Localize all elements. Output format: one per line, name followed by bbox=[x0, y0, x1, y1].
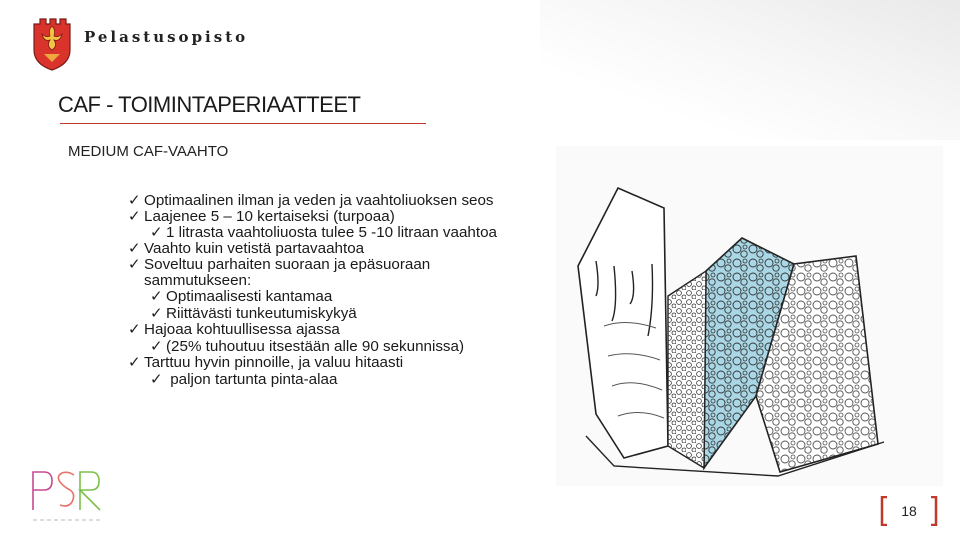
sub-bullet-item bbox=[150, 225, 540, 241]
red-shield-crest-icon bbox=[30, 16, 74, 72]
sub-bullet-item bbox=[150, 306, 540, 322]
check-icon: ✓ bbox=[150, 224, 163, 241]
slide-subtitle: MEDIUM CAF-VAAHTO bbox=[68, 143, 229, 160]
header-logo bbox=[30, 16, 270, 74]
bullet-text: Hajoaa kohtuullisessa ajassa bbox=[144, 321, 340, 338]
corner-shade bbox=[540, 0, 960, 140]
page-number bbox=[878, 496, 940, 526]
bullet-item bbox=[128, 257, 540, 288]
bullet-text: Riittävästi tunkeutumiskykyä bbox=[166, 304, 357, 322]
bullet-text: Vaahto kuin vetistä partavaahtoa bbox=[144, 239, 365, 257]
foam-house-illustration bbox=[556, 146, 943, 486]
logo-text: Pelastusopisto bbox=[84, 28, 249, 46]
title-underline bbox=[60, 123, 426, 124]
sub-bullet-item bbox=[150, 289, 540, 305]
bullet-item bbox=[128, 193, 540, 209]
bullet-item bbox=[128, 209, 540, 225]
check-icon: ✓ bbox=[128, 239, 141, 257]
bullet-text: (25% tuhoutuu itsestään alle 90 sekunnissa) bbox=[166, 337, 465, 355]
psr-logo bbox=[30, 468, 104, 524]
bullet-text: Optimaalinen ilman ja veden ja vaahtoliuoksen seos bbox=[144, 192, 494, 209]
check-icon: ✓ bbox=[150, 304, 163, 322]
bullet-text: Tarttuu hyvin pinnoille, ja valuu hitaasti bbox=[144, 354, 404, 371]
check-icon: ✓ bbox=[128, 192, 141, 209]
check-icon: ✓ bbox=[128, 207, 141, 225]
bullet-item bbox=[128, 322, 540, 338]
bullet-text: paljon tartunta pinta-alaa bbox=[166, 370, 338, 388]
sub-bullet-item bbox=[150, 372, 540, 388]
page-number-text: 18 bbox=[901, 503, 917, 519]
bullet-text: 1 litrasta vaahtoliuosta tulee 5 -10 litraan vaahtoa bbox=[166, 224, 497, 241]
foam-illustration bbox=[556, 146, 943, 486]
sub-bullet-item bbox=[150, 339, 540, 355]
check-icon: ✓ bbox=[150, 288, 163, 305]
psr-logo-icon bbox=[30, 468, 104, 524]
bullet-list bbox=[128, 193, 540, 387]
check-icon: ✓ bbox=[150, 370, 163, 388]
slide-title: CAF - TOIMINTAPERIAATTEET bbox=[58, 92, 361, 117]
check-icon: ✓ bbox=[128, 354, 141, 371]
bullet-item bbox=[128, 241, 540, 257]
check-icon: ✓ bbox=[128, 321, 141, 338]
bullet-text: Optimaalisesti kantamaa bbox=[166, 288, 333, 305]
bullet-text: Soveltuu parhaiten suoraan ja epäsuoraan sammutukseen: bbox=[144, 256, 431, 289]
check-icon: ✓ bbox=[128, 256, 141, 273]
bullet-item bbox=[128, 355, 540, 371]
check-icon: ✓ bbox=[150, 337, 163, 355]
bullet-text: Laajenee 5 – 10 kertaiseksi (turpoaa) bbox=[144, 207, 395, 225]
